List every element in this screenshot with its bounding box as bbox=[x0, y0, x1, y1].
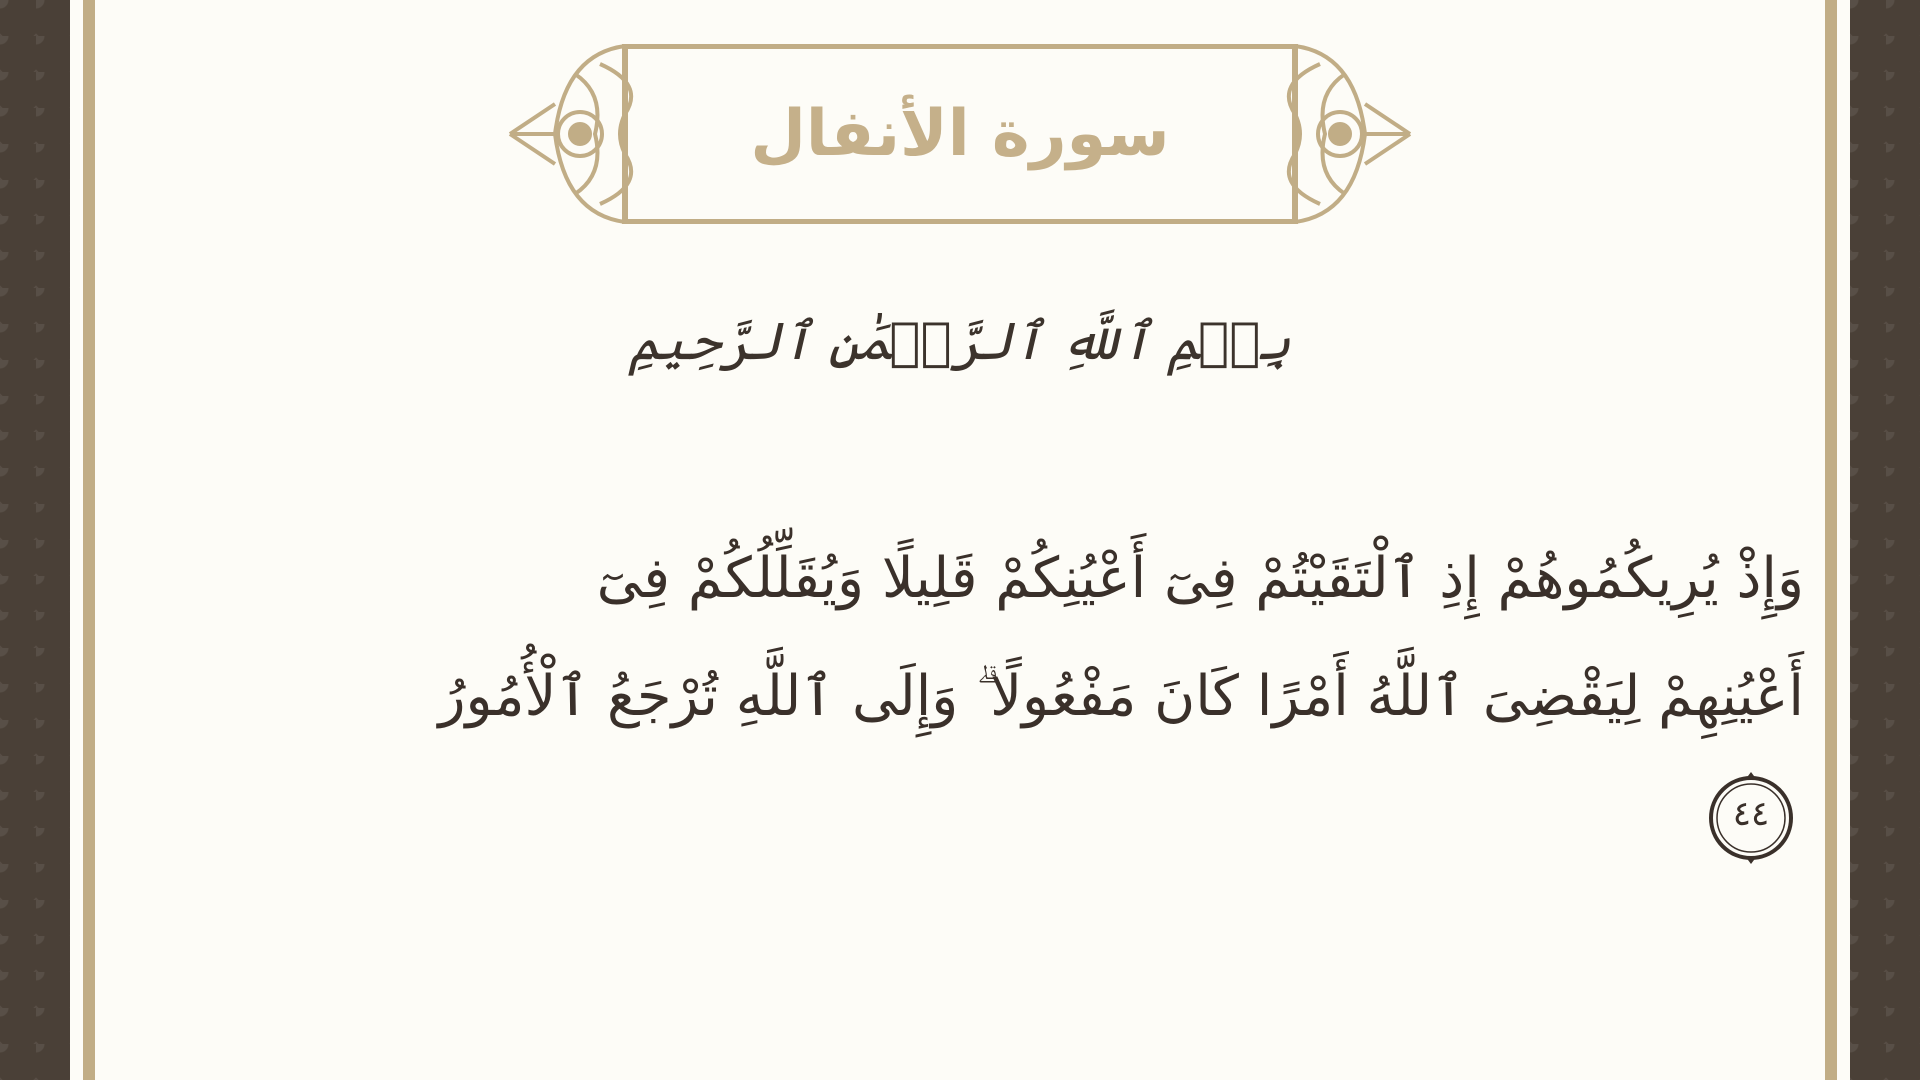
basmala: بِسۡمِ ٱللَّهِ ٱلرَّحۡمَٰنِ ٱلرَّحِيمِ bbox=[629, 312, 1291, 372]
left-gold-border bbox=[83, 0, 95, 1080]
surah-title-frame bbox=[505, 44, 1415, 224]
ayah-number: ٤٤ bbox=[1732, 794, 1770, 834]
surah-title: سورة الأنفال bbox=[750, 97, 1170, 171]
right-gold-border bbox=[1825, 0, 1837, 1080]
left-ornamental-panel bbox=[0, 0, 70, 1080]
verse-line-2: أَعْيُنِهِمْ لِيَقْضِىَ ٱللَّهُ أَمْرًا كَانَ مَفْعُولًا ۗ وَإِلَى ٱللَّهِ تُرْجَعُ ٱلْأُمُورُ bbox=[438, 664, 1804, 729]
verse-text bbox=[244, 520, 1804, 756]
right-ornamental-panel bbox=[1850, 0, 1920, 1080]
verse-line-1: وَإِذْ يُرِيكُمُوهُمْ إِذِ ٱلْتَقَيْتُمْ فِىٓ أَعْيُنِكُمْ قَلِيلًا وَيُقَلِّلُكُمْ فِىٓ bbox=[596, 546, 1804, 611]
ayah-end-marker bbox=[1706, 770, 1796, 866]
